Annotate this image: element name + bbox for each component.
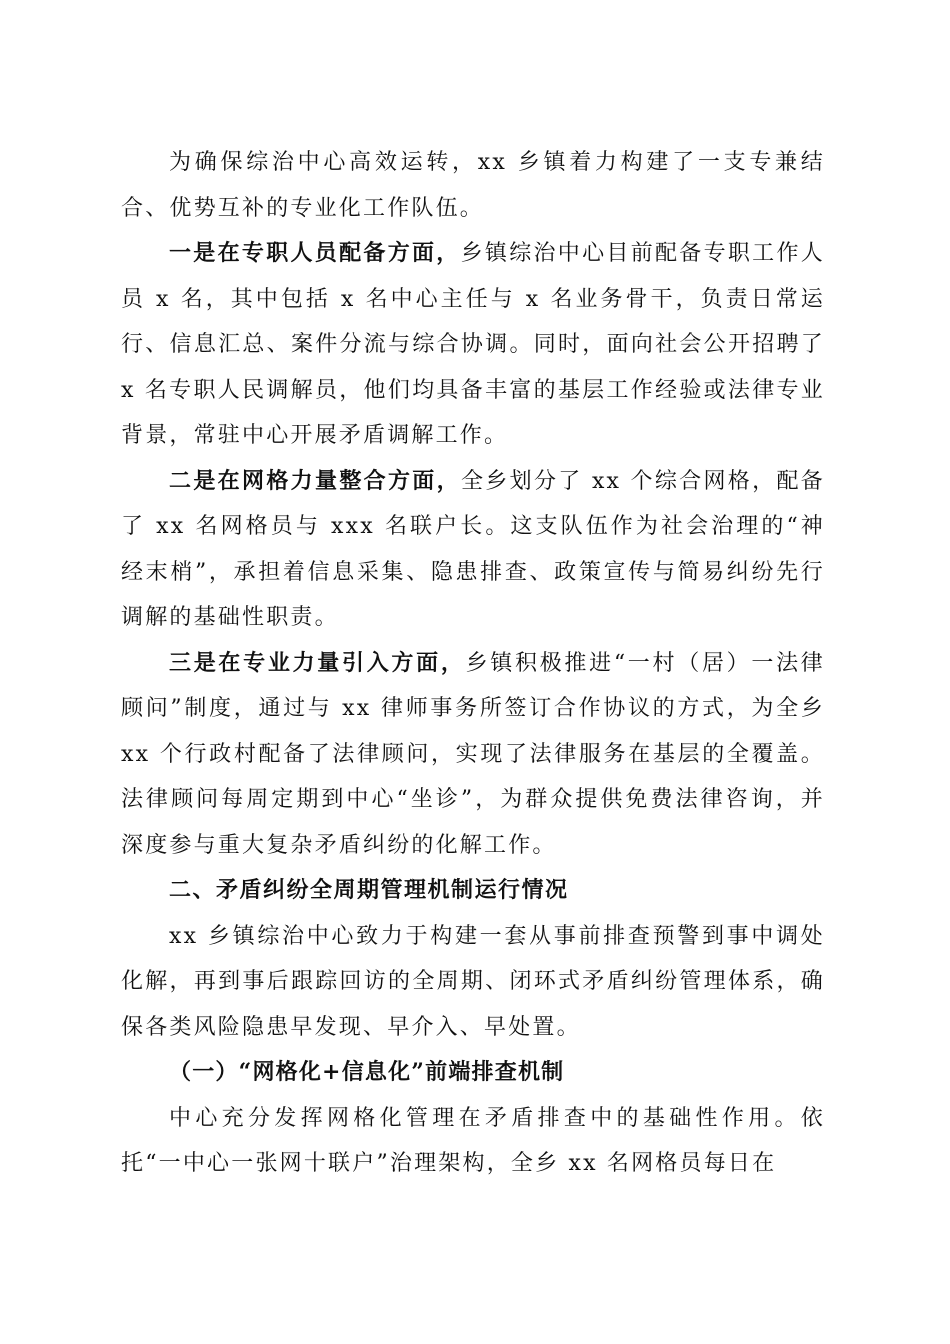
paragraph-lead: 二是在网格力量整合方面， xyxy=(169,467,461,494)
subsection-heading xyxy=(121,1050,825,1096)
paragraph-text: 乡镇积极推进“一村（居）一法律顾问”制度，通过与 xx 律师事务所签订合作协议的方式，为全乡 xx 个行政村配备了法律顾问，实现了法律服务在基层的全覆盖。法律顾问每周定期到中心“坐诊”，为群众提供免费法律咨询，并深度参与重大复杂矛盾纠纷的化解工作。 xyxy=(121,650,825,858)
paragraph-grid-screening xyxy=(121,1096,825,1187)
section-heading-text: 二、矛盾纠纷全周期管理机制运行情况 xyxy=(169,878,569,903)
subsection-heading-text: （一）“网格化+信息化”前端排查机制 xyxy=(169,1059,565,1085)
paragraph-lead: 一是在专职人员配备方面， xyxy=(169,240,461,266)
paragraph-grid-force xyxy=(121,459,825,641)
paragraph-text: xx 乡镇综治中心致力于构建一套从事前排查预警到事中调处化解，再到事后跟踪回访的全周期、闭环式矛盾纠纷管理体系，确保各类风险隐患早发现、早介入、早处置。 xyxy=(121,923,825,1040)
paragraph-lead: 三是在专业力量引入方面， xyxy=(169,649,466,676)
document-body xyxy=(121,140,825,1187)
paragraph-text: 为确保综治中心高效运转，xx 乡镇着力构建了一支专兼结合、优势互补的专业化工作队伍。 xyxy=(121,150,825,221)
paragraph-fulltime-staff xyxy=(121,231,825,459)
section-heading xyxy=(121,868,825,914)
paragraph-team-intro xyxy=(121,140,825,231)
paragraph-text: 乡镇综治中心目前配备专职工作人员 x 名，其中包括 x 名中心主任与 x 名业务骨干，负责日常运行、信息汇总、案件分流与综合协调。同时，面向社会公开招聘了 x 名专职人民调解员，他们均具备丰富的基层工作经验或法律专业背景，常驻中心开展矛盾调解工作。 xyxy=(121,241,825,448)
paragraph-text: 中心充分发挥网格化管理在矛盾排查中的基础性作用。依托“一中心一张网十联户”治理架构，全乡 xx 名网格员每日在 xyxy=(121,1105,825,1176)
paragraph-text: 全乡划分了 xx 个综合网格，配备了 xx 名网格员与 xxx 名联户长。这支队伍作为社会治理的“神经末梢”，承担着信息采集、隐患排查、政策宣传与简易纠纷先行调解的基础性职责。 xyxy=(121,468,825,630)
paragraph-lifecycle-intro xyxy=(121,914,825,1051)
paragraph-legal-advisors xyxy=(121,641,825,869)
